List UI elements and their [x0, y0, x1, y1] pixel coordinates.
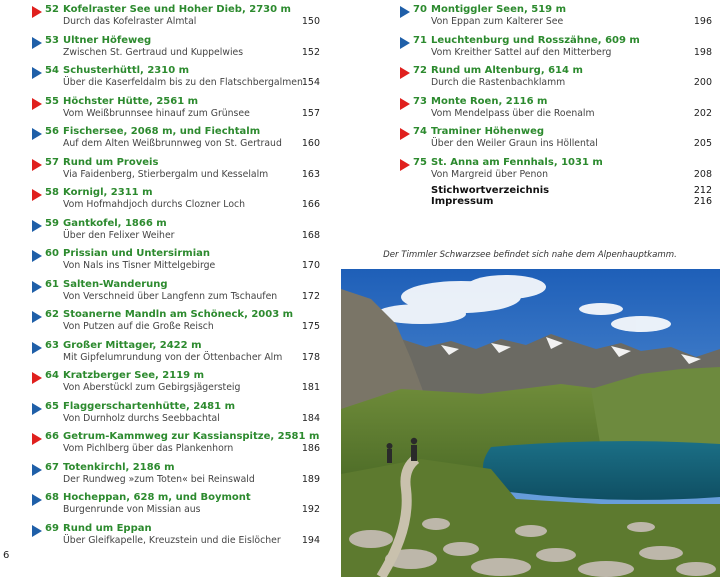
- entry-page-number: 152: [301, 46, 320, 58]
- toc-entry[interactable]: [32, 491, 320, 521]
- entry-page-number: 175: [301, 321, 320, 332]
- entry-number: 52: [45, 4, 59, 15]
- red-triangle-icon: [400, 128, 410, 140]
- entry-title: Kratzberger See, 2119 m: [63, 370, 205, 381]
- entry-number: 71: [413, 34, 427, 46]
- entry-number: 68: [45, 492, 59, 503]
- blue-triangle-icon: [32, 494, 42, 506]
- blue-triangle-icon: [32, 250, 42, 262]
- entry-subtitle: Von Putzen auf die Große Reisch: [63, 321, 214, 332]
- blue-triangle-icon: [32, 37, 42, 49]
- toc-entry[interactable]: [32, 217, 320, 247]
- entry-title: Ultner Höfeweg: [63, 34, 152, 46]
- toc-entry[interactable]: [32, 308, 320, 338]
- entry-page-number: 150: [301, 16, 320, 27]
- entry-page-number: 202: [693, 107, 712, 119]
- entry-title: Stoanerne Mandln am Schöneck, 2003 m: [63, 309, 294, 320]
- entry-title: Leuchtenburg und Rosszähne, 609 m: [431, 34, 640, 46]
- entry-title: Rund um Proveis: [63, 156, 159, 168]
- red-triangle-icon: [32, 372, 42, 384]
- entry-number: 69: [45, 522, 59, 534]
- entry-subtitle: Von Eppan zum Kalterer See: [431, 16, 564, 27]
- red-triangle-icon: [400, 98, 410, 110]
- extra-page-number: 216: [693, 196, 712, 207]
- photo-caption: Der Timmler Schwarzsee befindet sich nahe dem Alpenhauptkamm.: [383, 250, 677, 260]
- entry-page-number: 196: [693, 16, 712, 27]
- blue-triangle-icon: [32, 464, 42, 476]
- blue-triangle-icon: [32, 525, 42, 537]
- entry-title: Kofelraster See und Hoher Dieb, 2730 m: [63, 4, 291, 15]
- entry-page-number: 168: [301, 229, 320, 241]
- entry-number: 59: [45, 217, 59, 229]
- entry-subtitle: Vom Kreither Sattel auf den Mitterberg: [431, 46, 612, 58]
- entry-page-number: 172: [301, 290, 320, 302]
- entry-page-number: 200: [693, 77, 712, 88]
- entry-page-number: 186: [301, 443, 320, 454]
- red-triangle-icon: [400, 159, 410, 171]
- entry-number: 55: [45, 95, 59, 107]
- red-triangle-icon: [32, 6, 42, 18]
- toc-entry[interactable]: [400, 64, 712, 94]
- red-triangle-icon: [32, 159, 42, 171]
- blue-triangle-icon: [400, 6, 410, 18]
- entry-title: Kornigl, 2311 m: [63, 187, 153, 198]
- entry-subtitle: Durch das Kofelraster Almtal: [63, 16, 197, 27]
- lake: [483, 441, 720, 500]
- entry-page-number: 194: [301, 534, 320, 546]
- entry-page-number: 154: [301, 77, 320, 88]
- entry-number: 70: [413, 4, 427, 15]
- entry-subtitle: Von Nals ins Tisner Mittelgebirge: [63, 260, 216, 271]
- blue-triangle-icon: [32, 342, 42, 354]
- entry-subtitle: Auf dem Alten Weißbrunnweg von St. Gertraud: [63, 138, 282, 149]
- toc-entry[interactable]: [32, 339, 320, 369]
- entry-title: Traminer Höhenweg: [431, 126, 545, 137]
- entry-subtitle: Der Rundweg »zum Toten« bei Reinswald: [63, 473, 255, 485]
- red-triangle-icon: [32, 433, 42, 445]
- entry-number: 61: [45, 278, 59, 290]
- entry-number: 60: [45, 248, 59, 259]
- entry-title: St. Anna am Fennhals, 1031 m: [431, 156, 603, 168]
- entry-number: 72: [413, 65, 427, 76]
- toc-entry[interactable]: [32, 400, 320, 430]
- entry-subtitle: Über den Weiler Graun ins Höllental: [431, 138, 598, 149]
- toc-entry[interactable]: [400, 156, 712, 186]
- entry-title: Schusterhüttl, 2310 m: [63, 65, 190, 76]
- toc-entry[interactable]: [400, 125, 712, 155]
- blue-triangle-icon: [32, 281, 42, 293]
- entry-number: 58: [45, 187, 59, 198]
- entry-number: 64: [45, 370, 59, 381]
- entry-title: Rund um Eppan: [63, 522, 152, 534]
- red-triangle-icon: [400, 67, 410, 79]
- toc-entry[interactable]: [400, 95, 712, 125]
- toc-extra-entry[interactable]: [431, 196, 712, 208]
- entry-number: 65: [45, 400, 59, 412]
- entry-subtitle: Vom Pichlberg über das Plankenhorn: [63, 443, 234, 454]
- entry-page-number: 157: [301, 107, 320, 119]
- extra-label: Stichwortverzeichnis: [431, 185, 550, 196]
- toc-entry[interactable]: [32, 3, 320, 33]
- toc-entry[interactable]: [400, 34, 712, 64]
- entry-title: Hocheppan, 628 m, und Boymont: [63, 492, 251, 503]
- toc-entry[interactable]: [32, 430, 320, 460]
- extra-page-number: 212: [693, 185, 712, 196]
- entry-subtitle: Vom Mendelpass über die Roenalm: [431, 107, 595, 119]
- photo-timmler-schwarzsee: [341, 269, 720, 577]
- entry-number: 67: [45, 461, 59, 473]
- entry-number: 74: [413, 126, 427, 137]
- toc-entry[interactable]: [32, 34, 320, 64]
- toc-entry[interactable]: [32, 95, 320, 125]
- entry-title: Totenkirchl, 2186 m: [63, 461, 175, 473]
- entry-title: Großer Mittager, 2422 m: [63, 339, 202, 351]
- toc-entry[interactable]: [32, 125, 320, 155]
- entry-page-number: 198: [693, 46, 712, 58]
- entry-subtitle: Vom Weißbrunnsee hinauf zum Grünsee: [63, 107, 250, 119]
- entry-subtitle: Von Durnholz durchs Seebbachtal: [63, 412, 220, 424]
- entry-page-number: 160: [301, 138, 320, 149]
- entry-page-number: 184: [301, 412, 320, 424]
- entry-title: Flaggerschartenhütte, 2481 m: [63, 400, 235, 412]
- entry-page-number: 178: [301, 351, 320, 363]
- blue-triangle-icon: [32, 220, 42, 232]
- entry-number: 62: [45, 309, 59, 320]
- entry-title: Montiggler Seen, 519 m: [431, 4, 567, 15]
- entry-page-number: 170: [301, 260, 320, 271]
- entry-number: 57: [45, 156, 59, 168]
- entry-title: Getrum-Kammweg zur Kassianspitze, 2581 m: [63, 431, 320, 442]
- entry-title: Rund um Altenburg, 614 m: [431, 65, 583, 76]
- entry-title: Fischersee, 2068 m, und Fiechtalm: [63, 126, 261, 137]
- entry-number: 54: [45, 65, 59, 76]
- toc-entry[interactable]: [400, 3, 712, 33]
- entry-subtitle: Burgenrunde von Missian aus: [63, 504, 201, 515]
- entry-subtitle: Mit Gipfelumrundung von der Öttenbacher Alm: [63, 351, 283, 363]
- red-triangle-icon: [32, 189, 42, 201]
- entry-subtitle: Zwischen St. Gertraud und Kuppelwies: [63, 46, 244, 58]
- entry-page-number: 192: [301, 504, 320, 515]
- toc-entry[interactable]: [32, 461, 320, 491]
- entry-subtitle: Über den Felixer Weiher: [63, 229, 175, 241]
- entry-title: Prissian und Untersirmian: [63, 248, 211, 259]
- entry-title: Salten-Wanderung: [63, 278, 168, 290]
- entry-subtitle: Von Verschneid über Langfenn zum Tschaufen: [63, 290, 278, 302]
- entry-subtitle: Durch die Rastenbachklamm: [431, 77, 566, 88]
- entry-subtitle: Von Margreid über Penon: [431, 168, 548, 180]
- entry-number: 66: [45, 431, 59, 442]
- red-triangle-icon: [32, 98, 42, 110]
- toc-entry[interactable]: [32, 247, 320, 277]
- entry-page-number: 166: [301, 199, 320, 210]
- blue-triangle-icon: [32, 403, 42, 415]
- blue-triangle-icon: [32, 67, 42, 79]
- entry-title: Monte Roen, 2116 m: [431, 95, 548, 107]
- entry-page-number: 163: [301, 168, 320, 180]
- entry-number: 53: [45, 34, 59, 46]
- entry-number: 75: [413, 156, 427, 168]
- blue-triangle-icon: [32, 128, 42, 140]
- entry-title: Höchster Hütte, 2561 m: [63, 95, 199, 107]
- toc-entry[interactable]: [32, 156, 320, 186]
- entry-page-number: 208: [693, 168, 712, 180]
- toc-entry[interactable]: [32, 64, 320, 94]
- entry-page-number: 181: [301, 382, 320, 393]
- extra-label: Impressum: [431, 196, 494, 207]
- entry-number: 63: [45, 339, 59, 351]
- toc-entry[interactable]: [32, 186, 320, 216]
- toc-entry[interactable]: [32, 278, 320, 308]
- page-number: 6: [3, 550, 10, 561]
- entry-subtitle: Vom Hofmahdjoch durchs Clozner Loch: [63, 199, 246, 210]
- entry-page-number: 189: [301, 473, 320, 485]
- entry-title: Gantkofel, 1866 m: [63, 217, 167, 229]
- blue-triangle-icon: [400, 37, 410, 49]
- toc-entry[interactable]: [32, 522, 320, 552]
- entry-subtitle: Via Faidenberg, Stierbergalm und Kesselalm: [63, 168, 269, 180]
- entry-number: 73: [413, 95, 427, 107]
- entry-subtitle: Über die Kaserfeldalm bis zu den Flatschbergalmen: [63, 77, 303, 88]
- entry-subtitle: Von Aberstückl zum Gebirgsjägersteig: [63, 382, 241, 393]
- entry-subtitle: Über Gleifkapelle, Kreuzstein und die Eislöcher: [63, 534, 281, 546]
- entry-number: 56: [45, 126, 59, 137]
- toc-entry[interactable]: [32, 369, 320, 399]
- blue-triangle-icon: [32, 311, 42, 323]
- entry-page-number: 205: [693, 138, 712, 149]
